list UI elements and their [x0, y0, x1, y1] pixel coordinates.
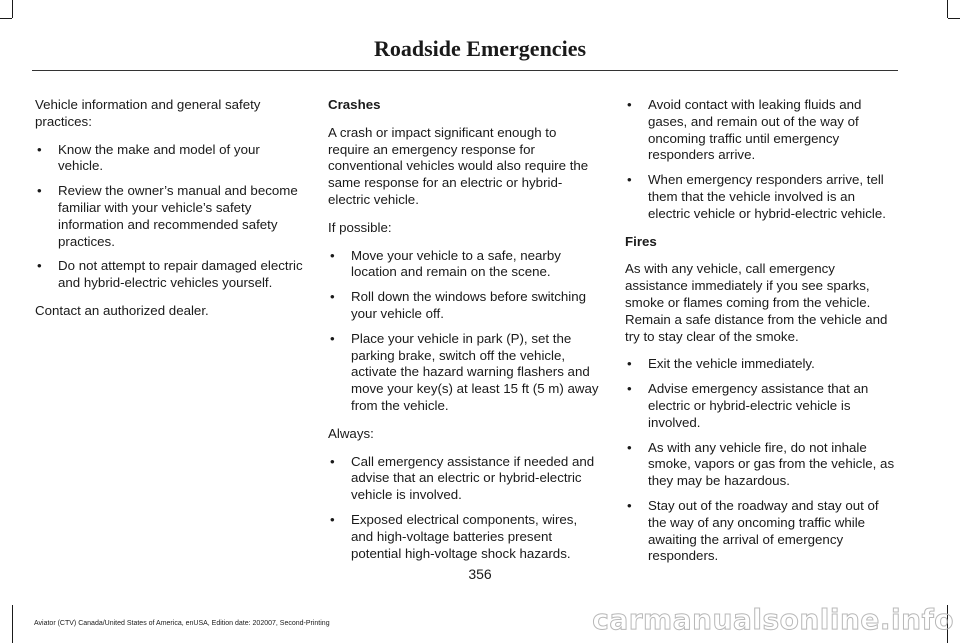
section-heading-crashes: Crashes	[328, 97, 381, 112]
page-number: 356	[468, 566, 492, 582]
always-list	[328, 454, 600, 563]
list-item: • Stay out of the roadway and stay out of the way of any oncoming traffic while awaiting the arrival of emergency responders.	[625, 498, 897, 565]
list-item: • Do not attempt to repair damaged electric and hybrid-electric vehicles yourself.	[35, 258, 307, 292]
list-item: • Avoid contact with leaking fluids and gases, and remain out of the way of oncoming traffic until emergency responders arrive.	[625, 97, 897, 164]
page-title: Roadside Emergencies	[373, 36, 587, 61]
crop-mark-bottom-left	[12, 605, 13, 643]
column-right	[625, 97, 897, 576]
crashes-paragraph: A crash or impact significant enough to require an emergency response for conventional vehicles would also require the same response for an electric or hybrid-electric vehicle.	[328, 124, 589, 207]
fires-paragraph: As with any vehicle, call emergency assistance immediately if you see sparks, smoke or flames coming from the vehicle. Remain a safe distance from the vehicle and try to stay clear of the smoke.	[625, 261, 888, 344]
list-item: • Exit the vehicle immediately.	[625, 356, 897, 373]
list-item: • Know the make and model of your vehicle.	[35, 142, 307, 176]
list-item: • When emergency responders arrive, tell them that the vehicle involved is an electric vehicle or hybrid-electric vehicle.	[625, 172, 897, 222]
list-item: • Review the owner’s manual and become familiar with your vehicle’s safety information and recommended safety practices.	[35, 183, 307, 250]
watermark: carmanualsonline.info	[592, 603, 954, 636]
crop-mark-top-right	[947, 0, 948, 18]
crop-mark-top-left	[12, 0, 13, 18]
header-divider	[32, 70, 898, 71]
list-item: • Advise emergency assistance that an electric or hybrid-electric vehicle is involved.	[625, 381, 897, 431]
list-item: • Roll down the windows before switching your vehicle off.	[328, 289, 600, 323]
edition-footer: Aviator (CTV) Canada/United States of America, enUSA, Edition date: 202007, Second-Printing	[34, 620, 330, 627]
continued-list	[625, 97, 897, 223]
fires-list	[625, 356, 897, 565]
column-middle	[328, 97, 600, 573]
always-label: Always:	[328, 425, 374, 441]
list-item: • Place your vehicle in park (P), set the parking brake, switch off the vehicle, activate the hazard warning flashers and move your key(s) at least 15 ft (5 m) away from the vehicle.	[328, 331, 600, 415]
list-item: • As with any vehicle fire, do not inhale smoke, vapors or gas from the vehicle, as they may be hazardous.	[625, 440, 897, 490]
list-item: • Call emergency assistance if needed and advise that an electric or hybrid-electric vehicle is involved.	[328, 454, 600, 504]
if-possible-list	[328, 248, 600, 415]
column-left	[35, 97, 307, 331]
closing-text: Contact an authorized dealer.	[35, 302, 209, 318]
crop-mark-top-left	[0, 18, 12, 19]
list-item: • Exposed electrical components, wires, and high-voltage batteries present potential high-voltage shock hazards.	[328, 512, 600, 562]
list-item: • Move your vehicle to a safe, nearby location and remain on the scene.	[328, 248, 600, 282]
crop-mark-top-right	[948, 18, 960, 19]
section-heading-fires: Fires	[625, 233, 657, 249]
intro-text: Vehicle information and general safety practices:	[35, 97, 261, 129]
safety-practices-list	[35, 142, 307, 292]
if-possible-label: If possible:	[328, 219, 392, 235]
